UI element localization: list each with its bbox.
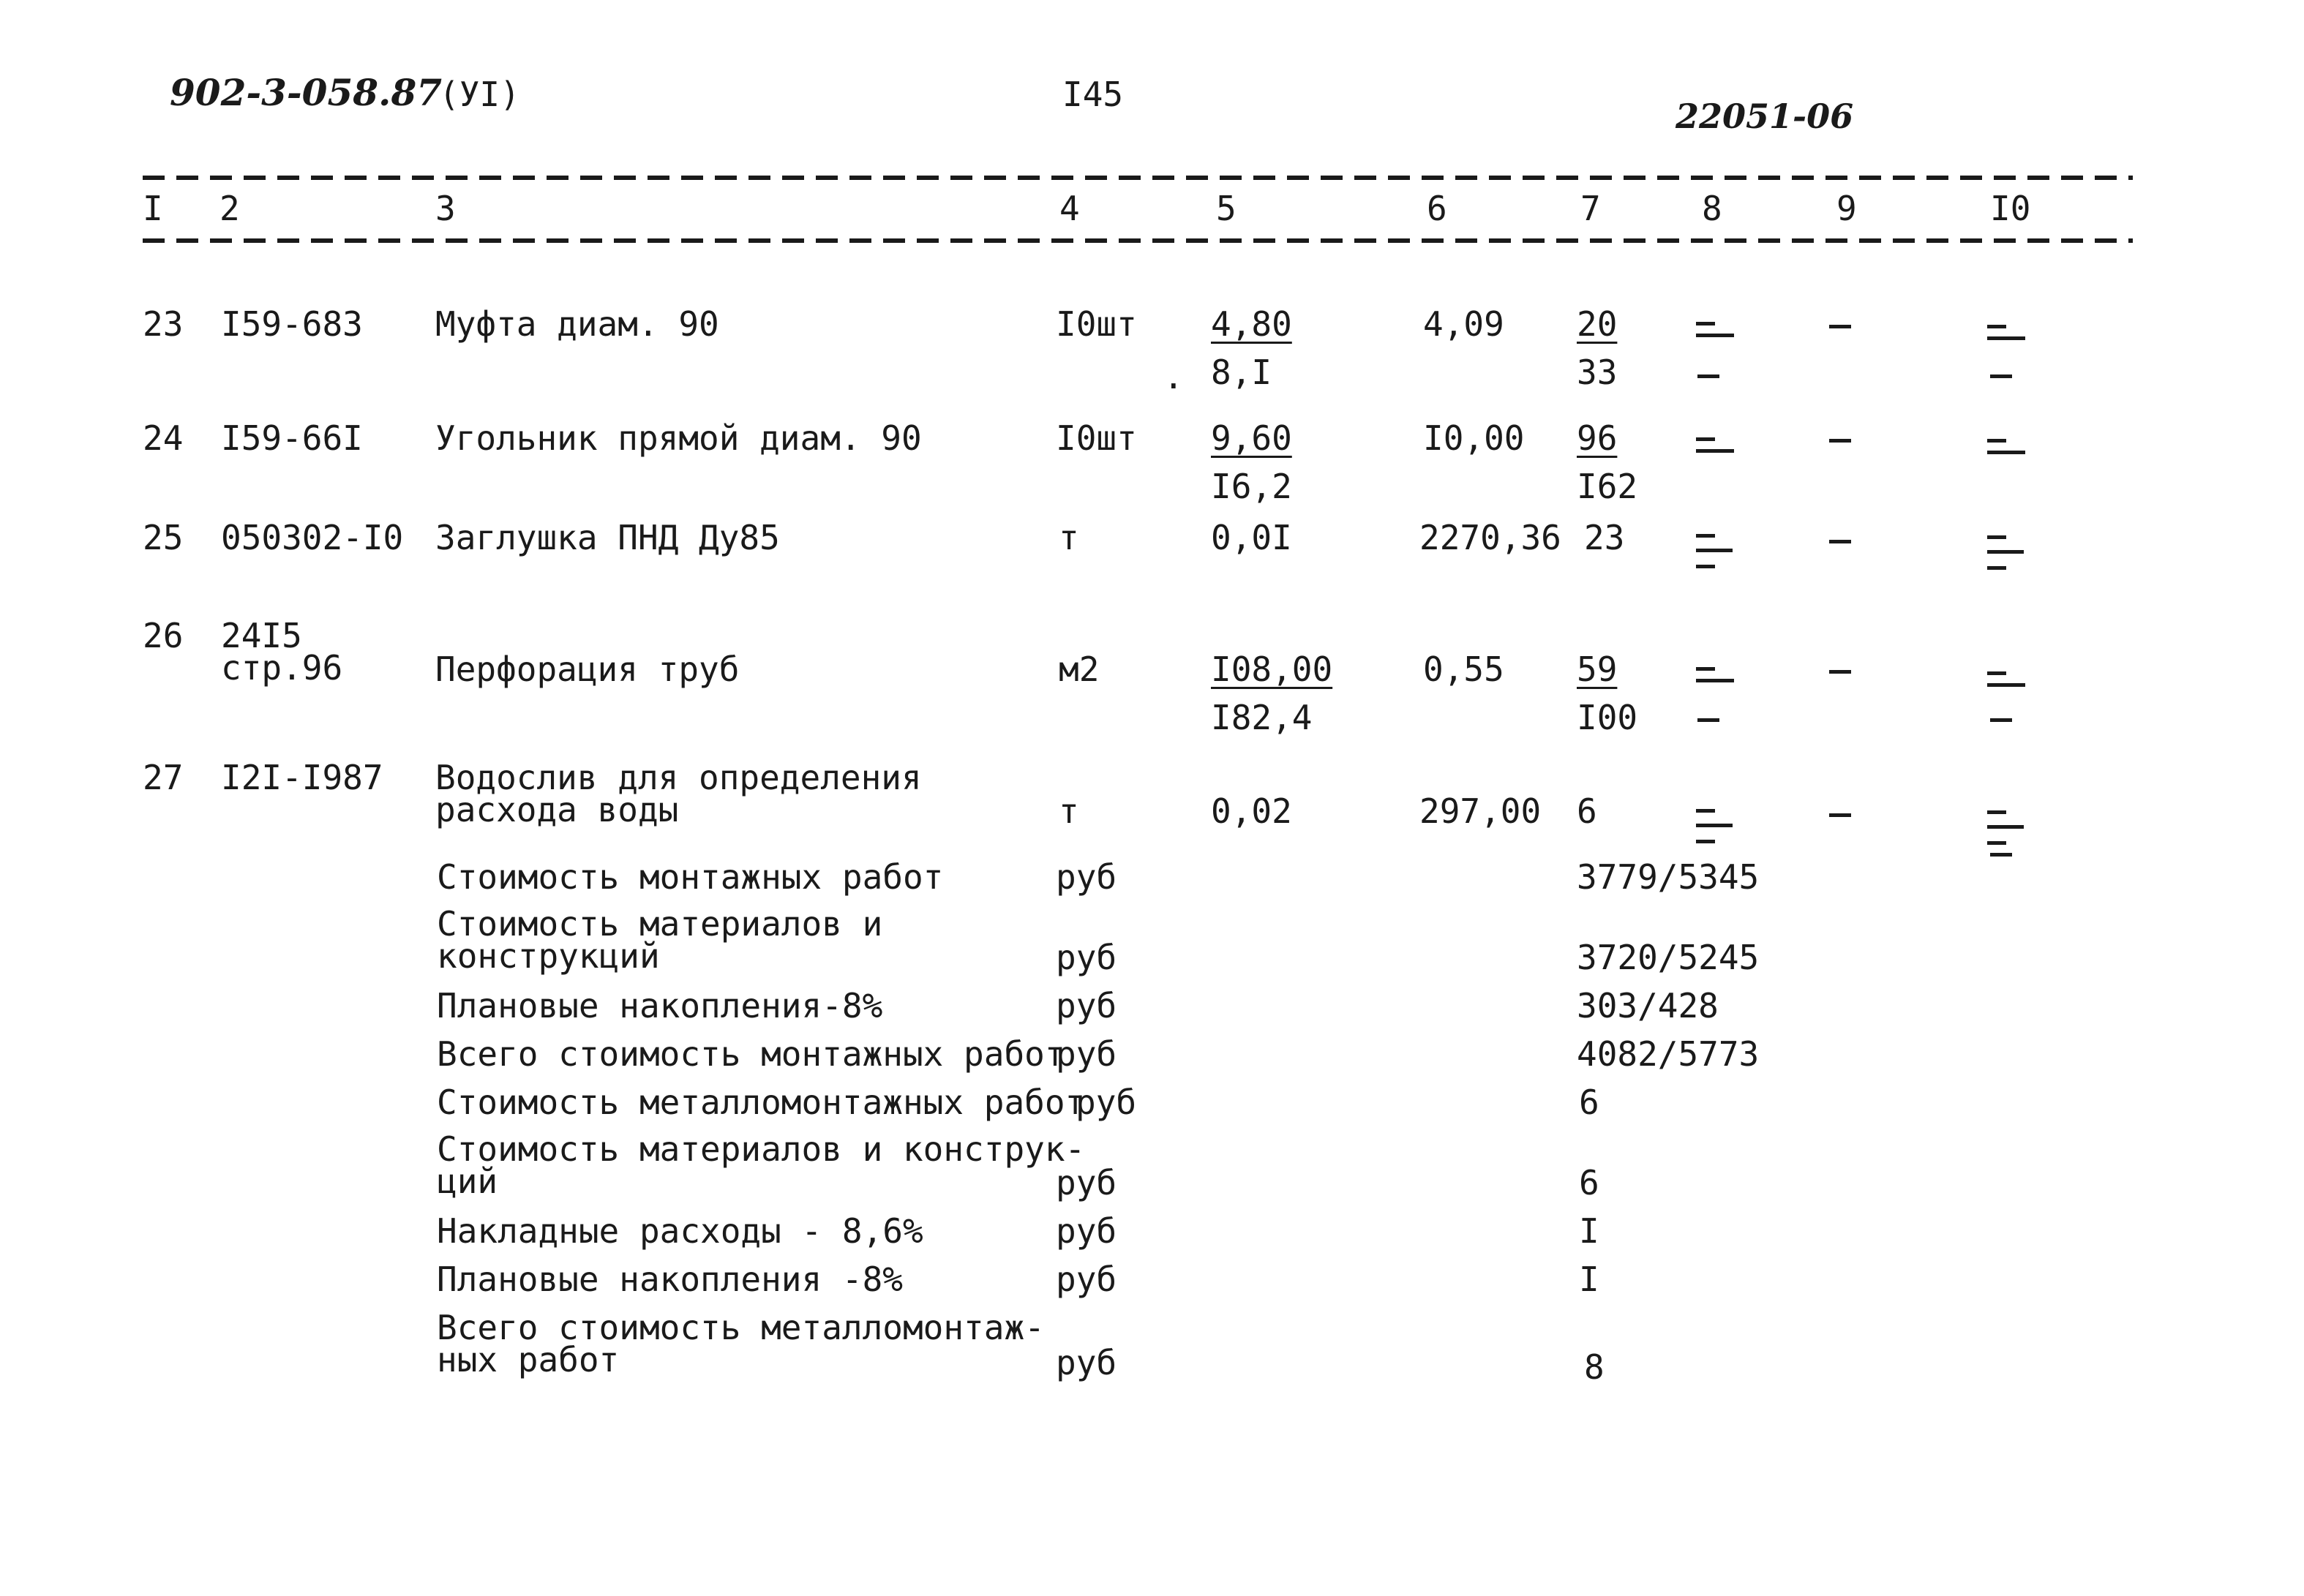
dash-mark — [1829, 325, 1851, 328]
quantity: I08,00 — [1211, 650, 1333, 689]
summary-label: Стоимость монтажных работ — [437, 857, 944, 897]
quantity-secondary: 8,I — [1211, 353, 1272, 392]
summary-label: Стоимость металломонтажных работ — [437, 1083, 1086, 1122]
unit: I0шт — [1056, 304, 1137, 344]
dash-mark — [1696, 319, 1734, 348]
dash-mark — [1987, 534, 2024, 575]
row-number: 27 — [143, 758, 184, 797]
column-header: 5 — [1216, 189, 1237, 228]
row-number: 25 — [143, 518, 184, 557]
rate-code: I59-683 — [221, 304, 363, 344]
summary-label-continued: ций — [437, 1162, 498, 1201]
summary-unit: руб — [1056, 938, 1117, 977]
column-header: 3 — [435, 189, 456, 228]
row-number: 23 — [143, 304, 184, 344]
total: 6 — [1577, 791, 1597, 831]
summary-label: Плановые накопления-8% — [437, 986, 883, 1025]
item-name: Угольник прямой диам. 90 — [435, 418, 922, 458]
rate-code: 24I5 — [221, 616, 302, 655]
rate-code: I2I-I987 — [221, 758, 383, 797]
dash-mark — [1697, 374, 1719, 378]
dash-mark — [1987, 809, 2024, 850]
summary-unit: руб — [1056, 1343, 1117, 1382]
summary-value: 303/428 — [1577, 986, 1719, 1025]
total: 20 — [1577, 304, 1618, 344]
sheet-code: 22051-06 — [1676, 97, 1854, 136]
dash-mark — [1697, 718, 1719, 722]
dash-mark — [1990, 853, 2012, 857]
dash-mark — [1829, 813, 1851, 817]
dash-mark — [1696, 532, 1733, 573]
summary-label: Стоимость материалов и конструк- — [437, 1129, 1086, 1169]
unit-price: 0,55 — [1423, 650, 1504, 689]
page-number: I45 — [1062, 75, 1124, 114]
quantity-secondary: I6,2 — [1211, 467, 1292, 506]
summary-value: 4082/5773 — [1577, 1034, 1760, 1074]
total: 23 — [1584, 518, 1625, 557]
dash-mark — [1696, 434, 1734, 464]
rate-code: I59-66I — [221, 418, 363, 458]
total-secondary: I62 — [1577, 467, 1638, 506]
unit-price: 4,09 — [1423, 304, 1504, 344]
summary-value: 6 — [1579, 1163, 1599, 1202]
summary-label: Стоимость материалов и — [437, 904, 883, 944]
quantity: 9,60 — [1211, 418, 1292, 458]
dash-mark — [1990, 374, 2012, 378]
summary-value: 3720/5245 — [1577, 938, 1760, 977]
document-series: (УI) — [439, 75, 520, 114]
column-header: 9 — [1836, 189, 1857, 228]
item-name: Заглушка ПНД Ду85 — [435, 518, 780, 557]
column-header: 4 — [1059, 189, 1080, 228]
summary-label-continued: конструкций — [437, 936, 660, 976]
dash-mark — [1990, 718, 2012, 722]
row-number: 26 — [143, 616, 184, 655]
summary-unit: руб — [1056, 1260, 1117, 1299]
row-number: 24 — [143, 418, 184, 458]
summary-label: Плановые накопления -8% — [437, 1260, 903, 1299]
summary-unit: руб — [1076, 1083, 1137, 1122]
column-header: I0 — [1990, 189, 2031, 228]
dash-mark — [1987, 322, 2025, 351]
item-name: Муфта диам. 90 — [435, 304, 719, 344]
column-header: 6 — [1427, 189, 1447, 228]
dash-mark — [1987, 669, 2025, 698]
summary-value: I — [1579, 1211, 1599, 1251]
dash-mark — [1696, 808, 1733, 848]
quantity: 0,02 — [1211, 791, 1292, 831]
quantity: 0,0I — [1211, 518, 1292, 557]
unit-price: I0,00 — [1423, 418, 1525, 458]
rate-code-page: стр.96 — [221, 648, 343, 688]
quantity-secondary: I82,4 — [1211, 698, 1313, 737]
summary-label: Всего стоимость металломонтаж- — [437, 1308, 1045, 1347]
unit: т — [1059, 518, 1079, 557]
column-header: 2 — [219, 189, 240, 228]
unit-price: 297,00 — [1419, 791, 1542, 831]
unit-price: 2270,36 — [1419, 518, 1561, 557]
total: 59 — [1577, 650, 1618, 689]
summary-value: 8 — [1584, 1347, 1605, 1387]
summary-value: 6 — [1579, 1083, 1599, 1122]
item-name: Водослив для определения — [435, 758, 922, 797]
total: 96 — [1577, 418, 1618, 458]
dash-mark — [1987, 436, 2025, 465]
stray-dot: . — [1163, 357, 1184, 396]
rate-code: 050302-I0 — [221, 518, 404, 557]
quantity: 4,80 — [1211, 304, 1292, 344]
item-name-continued: расхода воды — [435, 790, 679, 829]
dash-mark — [1696, 664, 1734, 693]
summary-unit: руб — [1056, 1211, 1117, 1251]
unit: I0шт — [1056, 418, 1137, 458]
dash-mark — [1829, 439, 1851, 443]
dash-mark — [1829, 540, 1851, 543]
column-header: 7 — [1580, 189, 1601, 228]
summary-value: 3779/5345 — [1577, 857, 1760, 897]
header-bottom-rule — [143, 238, 2133, 243]
summary-label: Накладные расходы - 8,6% — [437, 1211, 923, 1251]
item-name: Перфорация труб — [435, 650, 740, 689]
summary-unit: руб — [1056, 1034, 1117, 1074]
summary-value: I — [1579, 1260, 1599, 1299]
dash-mark — [1829, 670, 1851, 674]
unit: т — [1059, 791, 1079, 831]
summary-unit: руб — [1056, 986, 1117, 1025]
column-header: I — [143, 189, 163, 228]
column-header: 8 — [1702, 189, 1722, 228]
summary-label: Всего стоимость монтажных работ — [437, 1034, 1065, 1074]
unit: м2 — [1059, 650, 1100, 689]
header-top-rule — [143, 176, 2133, 180]
summary-label-continued: ных работ — [437, 1340, 620, 1379]
total-secondary: I00 — [1577, 698, 1638, 737]
summary-unit: руб — [1056, 857, 1117, 897]
document-code: 902-3-058.87 — [170, 71, 443, 114]
summary-unit: руб — [1056, 1163, 1117, 1202]
total-secondary: 33 — [1577, 353, 1618, 392]
